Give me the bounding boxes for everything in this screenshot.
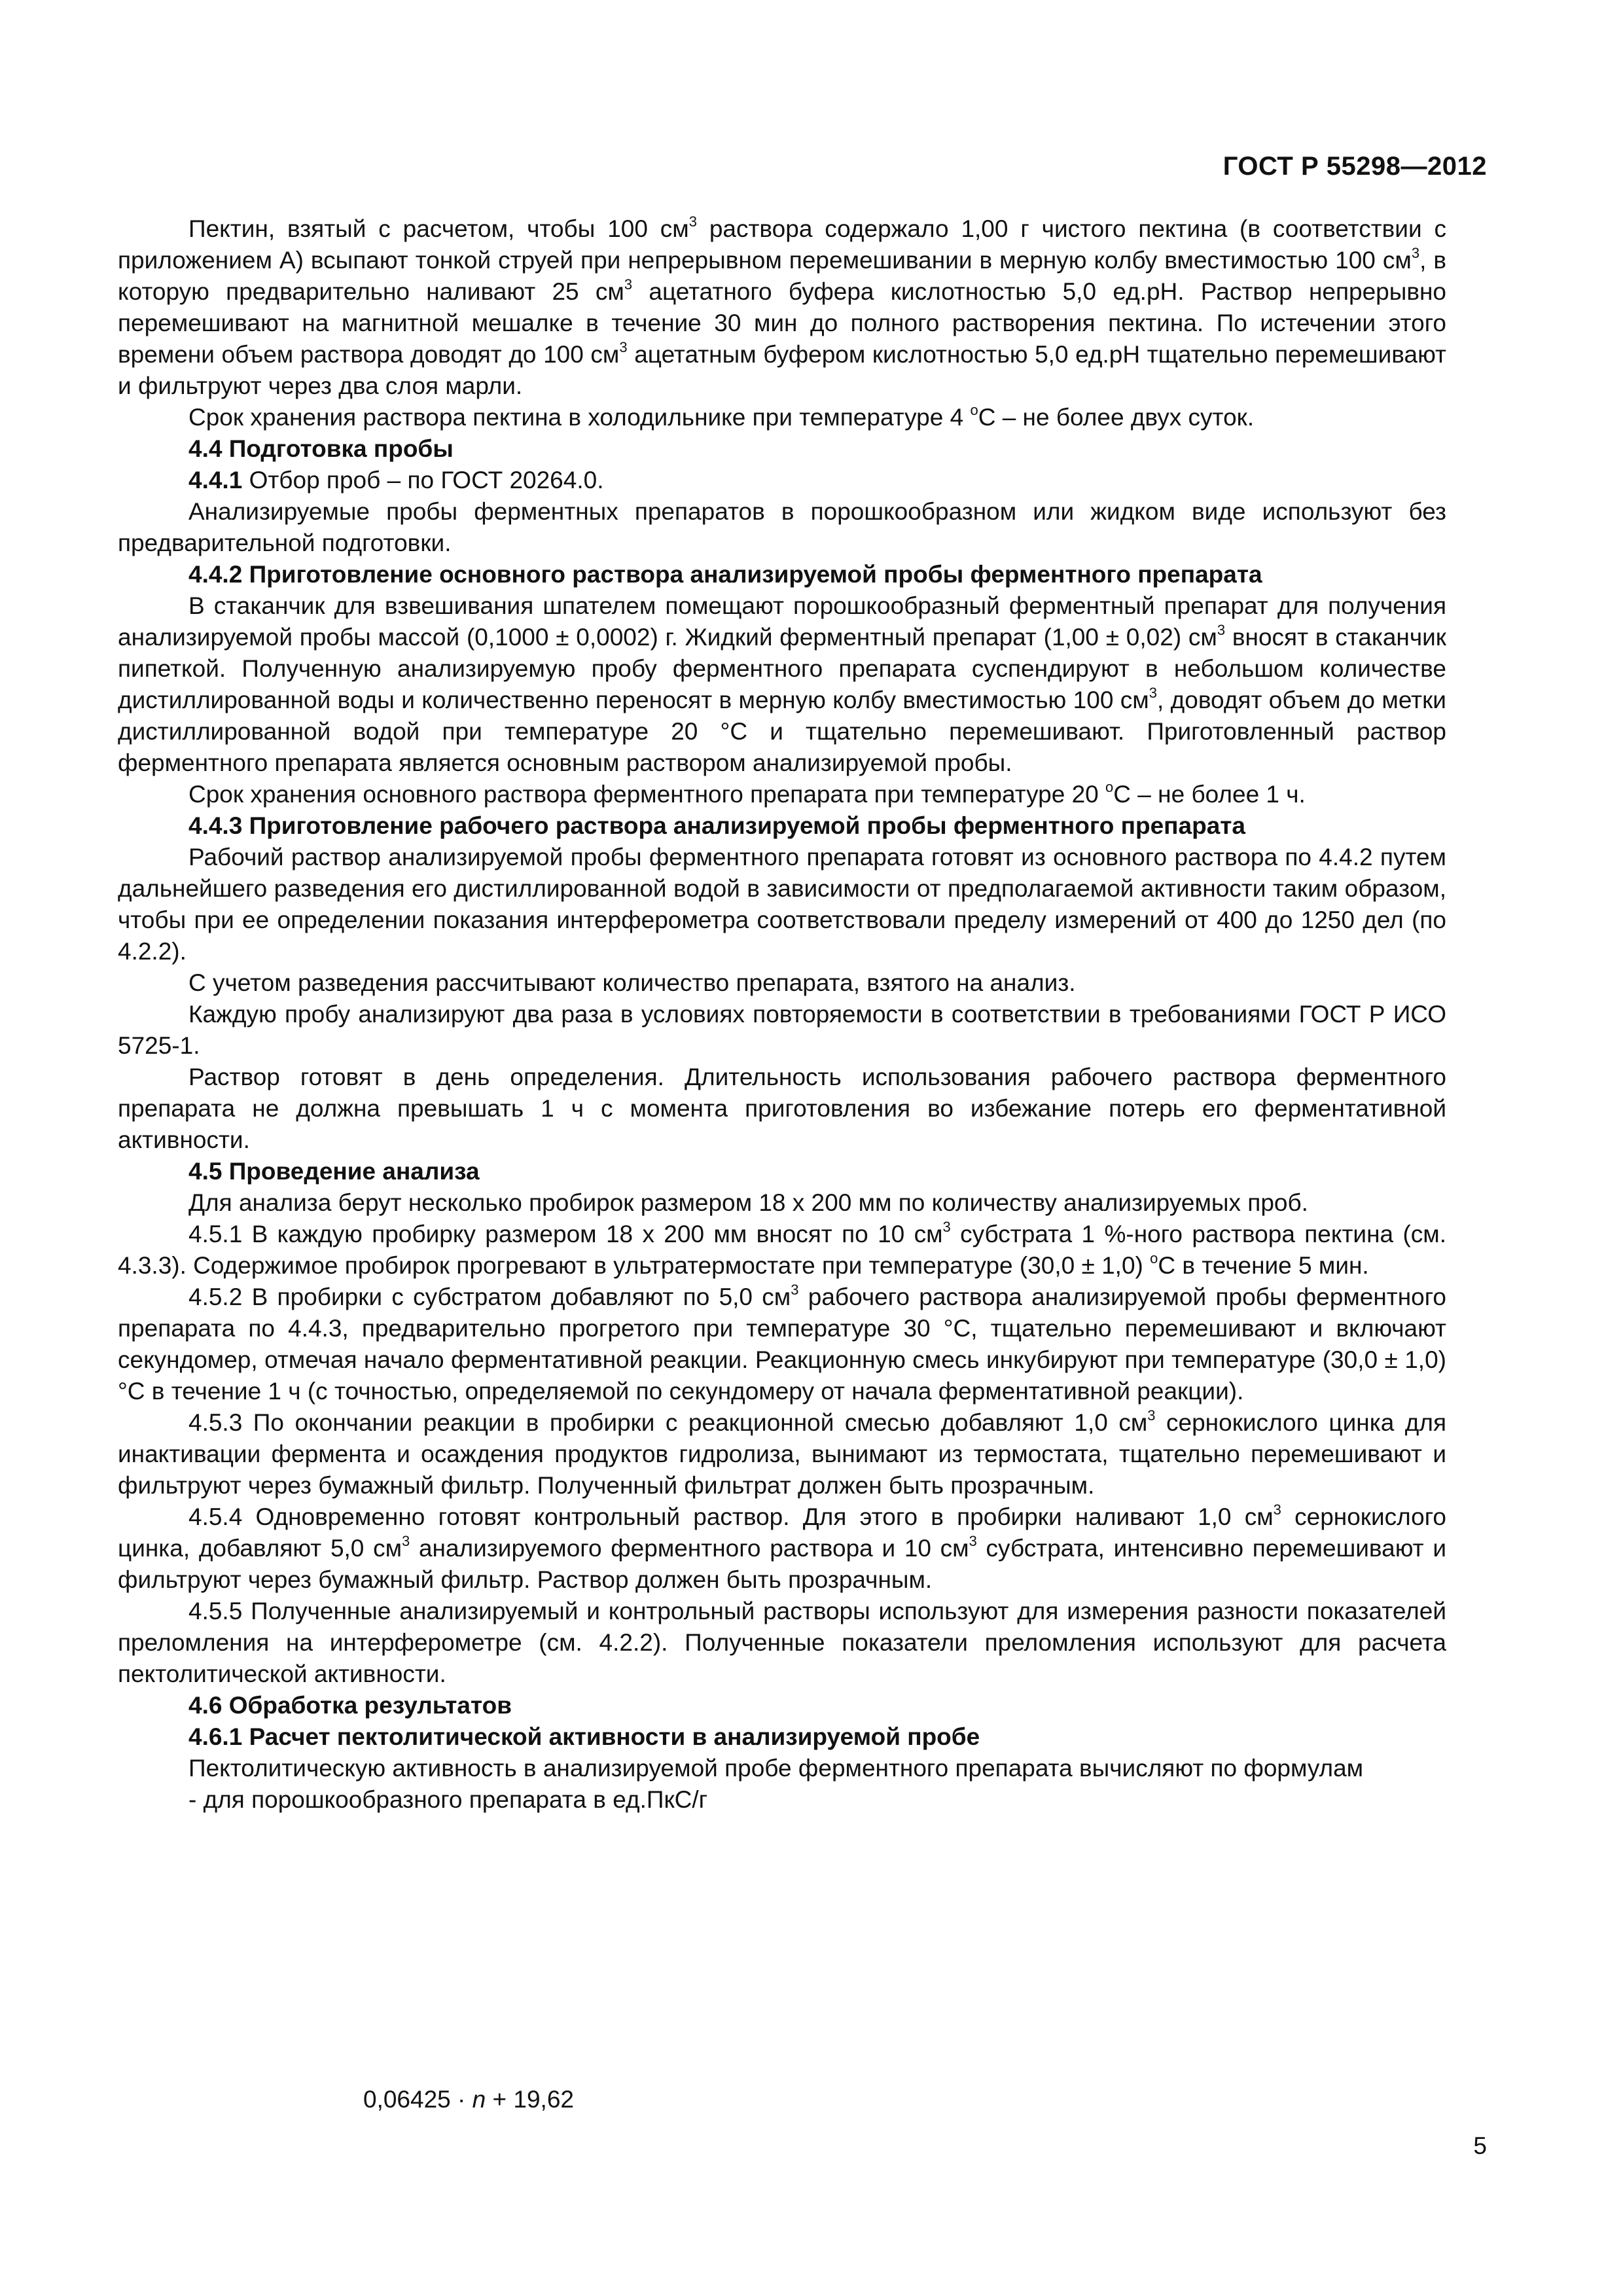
superscript: 3 — [1411, 245, 1420, 261]
paragraph-preparation-day: Раствор готовят в день определения. Длительность использования рабочего раствора ферментного препарата не должна превышать 1 ч с момента приготовления во избежание потерь его ферментативной активности. — [118, 1064, 1446, 1153]
section-heading-4-6-1: 4.6.1 Расчет пектолитической активности в анализируемой пробе — [188, 1723, 980, 1750]
paragraph-4-5-5: 4.5.5 Полученные анализируемый и контрольный растворы используют для измерения разности показателей преломления на интерферометре (см. 4.2.2). Полученные показатели преломления используют для расчета пектолитической активности. — [118, 1598, 1446, 1687]
paragraph-4-6-1: Пектолитическую активность в анализируемой пробе ферментного препарата вычисляют по формулам — [188, 1755, 1364, 1782]
superscript: 3 — [942, 1219, 951, 1235]
formula-numerator: 0,06425 · n + 19,62 — [363, 2086, 574, 2113]
paragraph-4-5-3: 4.5.3 По окончании реакции в пробирки с реакционной смесью добавляют 1,0 $см^3$ сернокислого цинка для инактивации фермента и осаждения продуктов гидролиза, вынимают из термостата, тщательно перемешивают и фильтруют через бумажный фильтр. Полученный фильтрат должен быть прозрачным. — [118, 1407, 1446, 1499]
superscript: 3 — [688, 213, 697, 230]
superscript: 3 — [1149, 685, 1157, 701]
section-heading-4-4-2: 4.4.2 Приготовление основного раствора анализируемой пробы ферментного препарата — [188, 561, 1262, 588]
section-heading-4-4: 4.4 Подготовка пробы — [188, 435, 454, 462]
paragraph-pectin-solution: Пектин, взятый с расчетом, чтобы 100 $см^3$ раствора содержало 1,00 г чистого пектина (в соответствии с приложением А) всыпают тонкой струей при непрерывном перемешивании в мерную колбу вместимостью 100 $см^3$, в которую предварительно наливают 25 $см^3$ ацетатного буфера кислотностью 5,0 ед.рН. Раствор непрерывно перемешивают на магнитной мешалке в течение 30 мин до полного растворения пектина. По истечении этого времени объем раствора доводят до 100 $см^3$ ацетатным буфером кислотностью 5,0 ед.рН тщательно перемешивают и фильтруют через два слоя марли. — [118, 213, 1446, 399]
superscript: 3 — [791, 1282, 799, 1298]
formula-variable: n — [472, 2086, 486, 2113]
superscript: 3 — [969, 1533, 977, 1549]
paragraph-4-5: Для анализа берут несколько пробирок размером 18 х 200 мм по количеству анализируемых проб. — [188, 1189, 1308, 1216]
superscript: 3 — [1273, 1501, 1281, 1518]
superscript: о — [970, 402, 978, 418]
superscript: о — [1150, 1250, 1158, 1266]
standard-header: ГОСТ Р 55298—2012 — [1222, 152, 1487, 181]
superscript: 3 — [1147, 1407, 1156, 1424]
paragraph-pectin-storage: Срок хранения раствора пектина в холодильнике при температуре 4 $^о$С – не более двух суток. — [188, 402, 1255, 431]
superscript: 3 — [1217, 622, 1226, 638]
paragraph-powder-formula-intro: - для порошкообразного препарата в ед.ПкС/г — [188, 1786, 708, 1813]
section-heading-4-4-3: 4.4.3 Приготовление рабочего раствора анализируемой пробы ферментного препарата — [188, 812, 1245, 839]
paragraph-repeatability: Каждую пробу анализируют два раза в условиях повторяемости в соответствии в требованиями ГОСТ Р ИСО 5725-1. — [118, 1001, 1446, 1059]
paragraph-4-5-4: 4.5.4 Одновременно готовят контрольный раствор. Для этого в пробирки наливают 1,0 $см^3$ сернокислого цинка, добавляют 5,0 $см^3$ анализируемого ферментного раствора и 10 $см^3$ субстрата, интенсивно перемешивают и фильтруют через бумажный фильтр. Раствор должен быть прозрачным. — [118, 1501, 1446, 1593]
section-heading-4-5: 4.5 Проведение анализа — [188, 1158, 480, 1185]
paragraph-4-5-2: 4.5.2 В пробирки с субстратом добавляют по 5,0 $см^3$ рабочего раствора анализируемой пробы ферментного препарата по 4.4.3, предварительно прогретого при температуре 30 °С, тщательно перемешивают и включают секундомер, отмечая начало ферментативной реакции. Реакционную смесь инкубируют при температуре (30,0 ± 1,0) °С в течение 1 ч (с точностью, определяемой по секундомеру от начала ферментативной реакции). — [118, 1282, 1446, 1405]
superscript: 3 — [402, 1533, 410, 1549]
section-heading-4-6: 4.6 Обработка результатов — [188, 1692, 512, 1719]
paragraph-dilution: С учетом разведения рассчитывают количество препарата, взятого на анализ. — [188, 969, 1076, 996]
paragraph-samples: Анализируемые пробы ферментных препаратов в порошкообразном или жидком виде используют без предварительной подготовки. — [118, 498, 1446, 556]
page-number: 5 — [1473, 2132, 1487, 2159]
paragraph-main-solution: В стаканчик для взвешивания шпателем помещают порошкообразный ферментный препарат для получения анализируемой пробы массой (0,1000 ± 0,0002) г. Жидкий ферментный препарат (1,00 ± 0,02) $см^3$ вносят в стаканчик пипеткой. Полученную анализируемую пробу ферментного препарата суспендируют в небольшом количестве дистиллированной воды и количественно переносят в мерную колбу вместимостью 100 $см^3$, доводят объем до метки дистиллированной водой при температуре 20 °С и тщательно перемешивают. Приготовленный раствор ферментного препарата является основным раствором анализируемой пробы. — [118, 592, 1446, 776]
superscript: 3 — [624, 276, 633, 293]
superscript: о — [1105, 779, 1114, 795]
superscript: 3 — [619, 339, 628, 355]
document-body — [118, 213, 1446, 1816]
paragraph-4-4-1: 4.4.1 Отбор проб – по ГОСТ 20264.0. — [188, 467, 604, 493]
paragraph-main-solution-storage: Срок хранения основного раствора ферментного препарата при температуре 20 $^о$С – не более 1 ч. — [188, 779, 1306, 808]
paragraph-4-5-1: 4.5.1 В каждую пробирку размером 18 х 200 мм вносят по 10 $см^3$ субстрата 1 %-ного раствора пектина (см. 4.3.3). Содержимое пробирок прогревают в ультратермостате при температуре (30,0 ± 1,0) $^о$С в течение 5 мин. — [118, 1219, 1446, 1279]
paragraph-working-solution: Рабочий раствор анализируемой пробы ферментного препарата готовят из основного раствора по 4.4.2 путем дальнейшего разведения его дистиллированной водой в зависимости от предполагаемой активности таким образом, чтобы при ее определении показания интерферометра соответствовали пределу измерений от 400 до 1250 дел (по 4.2.2). — [118, 844, 1446, 965]
